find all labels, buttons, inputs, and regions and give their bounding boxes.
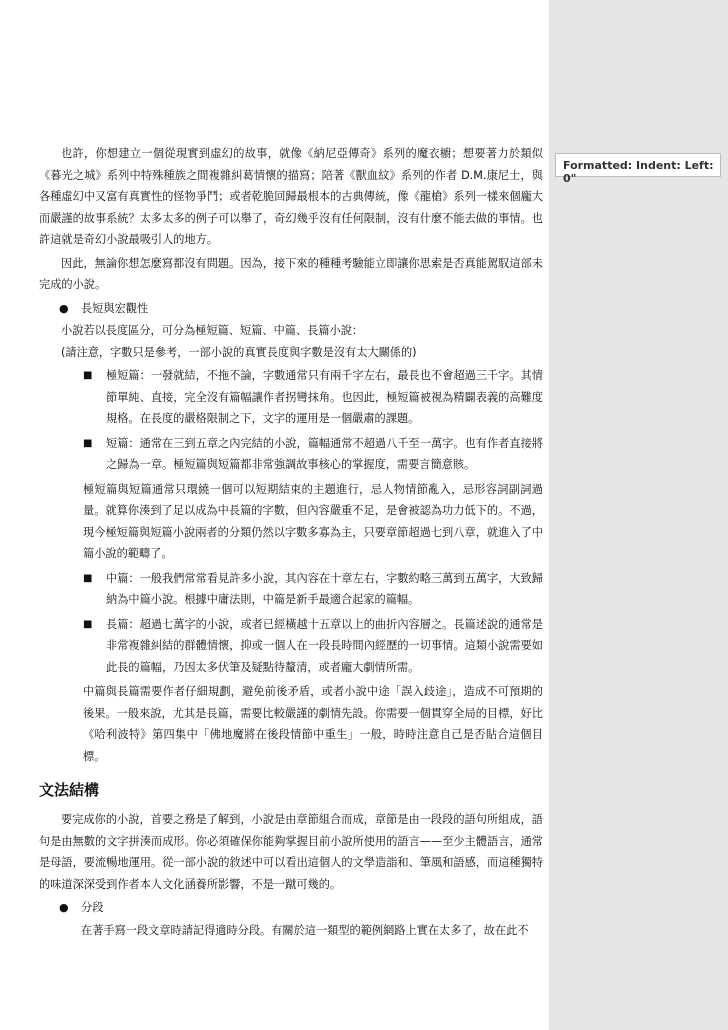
square-bullet-icon: ■ bbox=[83, 618, 93, 630]
square-bullet-icon: ■ bbox=[83, 437, 93, 449]
paragraph-short-stories: 極短篇與短篇通常只環繞一個可以短期結束的主題進行，忌人物情節亂入，忌形容詞副詞過量。就算你湊到了足以成為中長篇的字數，但內容嚴重不足，是會被認為功力低下的。不過，現今極短篇與短篇小說兩者的分類仍然以字數多寡為主，只要章節超過七到八章，就進入了中篇小說的範疇了。 bbox=[83, 482, 543, 560]
paragraph-intro: 也許，你想建立一個從現實到虛幻的故事，就像《納尼亞傳奇》系列的魔衣櫥；想要著力於類似《暮光之城》系列中特殊種族之間複雜糾葛情懷的描寫；陪著《獸血紋》系列的作者 D.M.康尼士，與各種虛幻中又富有真實性的怪物爭鬥；或者乾脆回歸最根本的古典傳統，像《龍槍》系列一樣來個龐大而嚴謹的故事系統？太多太多的例子可以舉了，奇幻幾乎沒有任何限制，沒有什麼不能去做的事情。也許這就是奇幻小說最吸引人的地方。 bbox=[39, 147, 543, 246]
paragraph-long-stories: 中篇與長篇需要作者仔細規劃，避免前後矛盾，或者小說中途「誤入歧途」，造成不可預期的後果。一般來說，尤其是長篇，需要比較嚴謹的劇情先設。你需要一個貫穿全局的目標，好比《哈利波特》第四集中「佛地魔將在後段情節中重生」一般，時時注意自己是否貼合這個目標。 bbox=[83, 685, 543, 763]
sub-bullet-flash bbox=[39, 365, 543, 430]
sub-bullet-text: 極短篇：一發就結，不拖不論，字數通常只有兩千字左右，最長也不會超過三千字。其情節單純、直接，完全沒有篇幅讓作者拐彎抹角。也因此，極短篇被視為精闢表義的高難度規格。在長度的嚴格限制之下，文字的運用是一個嚴肅的課題。 bbox=[106, 369, 543, 425]
sub-bullet-novella bbox=[39, 568, 543, 611]
comment-balloon[interactable] bbox=[555, 153, 721, 185]
sub-bullet-text: 短篇：通常在三到五章之內完結的小說，篇幅通常不超過八千至一萬字。也有作者直接將之歸為一章。極短篇與短篇都非常強調故事核心的掌握度，需要言簡意賅。 bbox=[106, 436, 543, 471]
sub-bullet-novel bbox=[39, 614, 543, 679]
length-intro-line1: 小說若以長度區分，可分為極短篇、短篇、中篇、長篇小說： bbox=[61, 324, 364, 337]
paragraph-paragraphing: 在著手寫一段文章時請記得適時分段。有關於這一類型的範例網路上實在太多了，故在此不 bbox=[81, 923, 529, 937]
document-body bbox=[39, 143, 543, 943]
bullet-length bbox=[39, 298, 543, 320]
bullet-dot-icon: ● bbox=[59, 301, 69, 315]
sub-bullet-short bbox=[39, 433, 543, 476]
square-bullet-icon: ■ bbox=[83, 370, 93, 381]
sub-bullet-text: 中篇：一般我們常常看見許多小說，其內容在十章左右，字數約略三萬到五萬字，大致歸納為中篇小說。根據中庸法則，中篇是新手最適合起家的篇幅。 bbox=[106, 571, 543, 606]
bullet-label: 分段 bbox=[81, 901, 104, 914]
bullet-label: 長短與宏觀性 bbox=[81, 301, 149, 315]
bullet-paragraphing bbox=[39, 897, 543, 919]
paragraph-therefore: 因此，無論你想怎麼寫都沒有問題。因為，接下來的種種考驗能立即讓你思索是否真能駕馭這部未完成的小說。 bbox=[39, 256, 543, 291]
bullet-dot-icon: ● bbox=[59, 901, 69, 914]
length-intro-line2: (請注意，字數只是參考，一部小說的真實長度與字數是沒有太大關係的) bbox=[61, 345, 417, 359]
square-bullet-icon: ■ bbox=[83, 572, 93, 584]
comment-label: Formatted: Indent: Left: 0" bbox=[563, 159, 714, 185]
sub-bullet-text: 長篇：超過七萬字的小說，或者已經橫越十五章以上的曲折內容層之。長篇述說的通常是非常複雜糾結的群體情懷，抑或一個人在一段長時間內經歷的一切事情。這類小說需要如此長的篇幅，乃因太多伏筆及疑點待釐清，或者龐大劇情所需。 bbox=[106, 617, 543, 674]
section-heading: 文法結構 bbox=[39, 781, 100, 799]
paragraph-length-intro bbox=[61, 320, 543, 363]
paragraph-grammar: 要完成你的小說，首要之務是了解到，小說是由章節組合而成，章節是由一段段的語句所組成，語句是由無數的文字拼湊而成形。你必須確保你能夠掌握目前小說所使用的語言——至少主體語言，通常是母語，要流暢地運用。從一部小說的敘述中可以看出這個人的文學造詣和、筆風和語感，而這種獨特的味道深深受到作者本人文化涵養所影響，不是一蹴可幾的。 bbox=[39, 813, 543, 891]
